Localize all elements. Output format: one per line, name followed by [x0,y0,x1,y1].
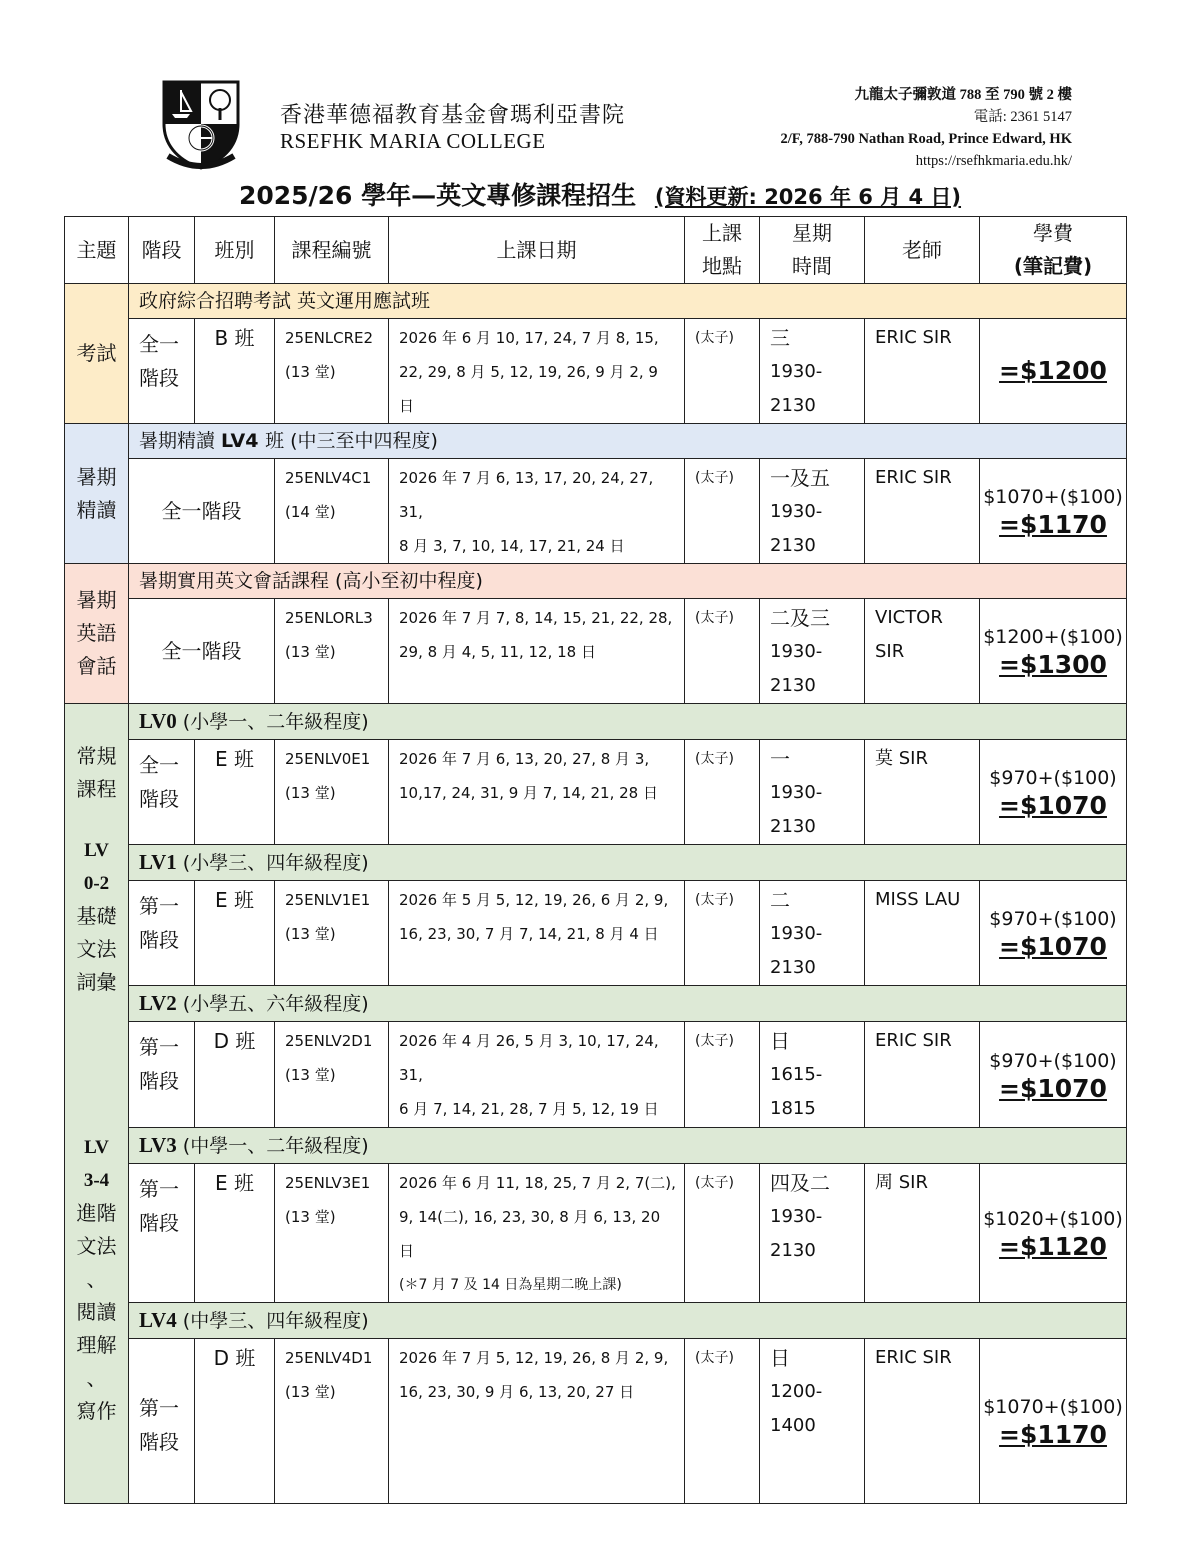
teacher-cell: ERIC SIR [865,1022,980,1128]
section-header-row [65,1128,1127,1164]
fee-cell: $1070+($100) =$1170 [980,459,1127,564]
dates-cell: 2026 年 6 月 11, 18, 25, 7 月 2, 7(二), 9, 14(二), 16, 23, 30, 8 月 6, 13, 20 日 (＊7 月 7 及 14 日為星期二晚上課) [389,1164,685,1303]
class-cell: E 班 [195,1164,275,1303]
stage-cell: 第一 階段 [129,1022,195,1128]
class-cell: D 班 [195,1339,275,1504]
section-header-row [65,704,1127,740]
teacher-cell: ERIC SIR [865,459,980,564]
code-cell: 25ENLV0E1 (13 堂) [275,740,389,845]
dates-cell: 2026 年 7 月 7, 8, 14, 15, 21, 22, 28, 29, 8 月 4, 5, 11, 12, 18 日 [389,599,685,704]
stage-cell: 全一 階段 [129,319,195,424]
section-title: LV3 (中學一、二年級程度) [129,1128,1127,1164]
fee-cell: $970+($100) =$1070 [980,881,1127,986]
section-header-row [65,845,1127,881]
dates-cell: 2026 年 4 月 26, 5 月 3, 10, 17, 24, 31, 6 月 7, 14, 21, 28, 7 月 5, 12, 19 日 [389,1022,685,1128]
place-cell: (太子) [685,1022,760,1128]
fee-cell: $970+($100) =$1070 [980,1022,1127,1128]
website-link[interactable]: https://rsefhkmaria.edu.hk/ [915,153,1072,169]
col-class: 班別 [195,217,275,284]
section-title: 政府綜合招聘考試 英文運用應試班 [129,284,1127,319]
table-row [65,1022,1127,1128]
section-title: 暑期實用英文會話課程 (高小至初中程度) [129,564,1127,599]
topic-regular: 常規 課程 LV 0-2 基礎 文法 詞彙 LV 3-4 進階 文法 、 閱讀 理解 、 寫作 [65,704,129,1504]
class-cell: E 班 [195,881,275,986]
table-row [65,1339,1127,1504]
class-cell: D 班 [195,1022,275,1128]
col-stage: 階段 [129,217,195,284]
code-cell: 25ENLV1E1 (13 堂) [275,881,389,986]
day-time-cell: 二 1930- 2130 [760,881,865,986]
stage-cell: 第一 階段 [129,881,195,986]
section-title: LV2 (小學五、六年級程度) [129,986,1127,1022]
phone: 電話: 2361 5147 [973,109,1072,125]
fee-cell: $970+($100) =$1070 [980,740,1127,845]
title-updated: (資料更新: 2026 年 6 月 4 日) [654,185,962,209]
day-time-cell: 日 1200- 1400 [760,1339,865,1504]
day-time-cell: 二及三 1930- 2130 [760,599,865,704]
section-header-row [65,986,1127,1022]
school-crest-icon [160,78,242,170]
address-zh: 九龍太子彌敦道 788 至 790 號 2 樓 [854,87,1072,103]
school-name-en: RSEFHK MARIA COLLEGE [280,129,546,153]
code-cell: 25ENLCRE2 (13 堂) [275,319,389,424]
table-row [65,1164,1127,1303]
table-row [65,740,1127,845]
course-table [64,216,1127,1504]
col-dates: 上課日期 [389,217,685,284]
fee-cell: $1070+($100) =$1170 [980,1339,1127,1504]
col-topic: 主題 [65,217,129,284]
teacher-cell: VICTOR SIR [865,599,980,704]
place-cell: (太子) [685,881,760,986]
dates-cell: 2026 年 7 月 6, 13, 17, 20, 24, 27, 31, 8 月 3, 7, 10, 14, 17, 21, 24 日 [389,459,685,564]
fee-cell: =$1200 [980,319,1127,424]
dates-cell: 2026 年 7 月 6, 13, 20, 27, 8 月 3, 10,17, 24, 31, 9 月 7, 14, 21, 28 日 [389,740,685,845]
teacher-cell: MISS LAU [865,881,980,986]
contact-block [781,84,1073,172]
dates-cell: 2026 年 7 月 5, 12, 19, 26, 8 月 2, 9, 16, 23, 30, 9 月 6, 13, 20, 27 日 [389,1339,685,1504]
topic-summer-reading: 暑期 精讀 [65,424,129,564]
teacher-cell: 周 SIR [865,1164,980,1303]
place-cell: (太子) [685,1339,760,1504]
day-time-cell: 日 1615- 1815 [760,1022,865,1128]
fee-cell: $1020+($100) =$1120 [980,1164,1127,1303]
stage-cell: 全一階段 [129,599,275,704]
section-header-row [65,284,1127,319]
section-header-row [65,564,1127,599]
school-name-zh: 香港華德福教育基金會瑪利亞書院 [280,103,626,128]
table-row [65,881,1127,986]
table-row [65,599,1127,704]
page-title [0,176,1200,212]
day-time-cell: 三 1930- 2130 [760,319,865,424]
col-place: 上課 地點 [685,217,760,284]
place-cell: (太子) [685,740,760,845]
title-main: 2025/26 學年—英文專修課程招生 [238,181,637,210]
class-cell: B 班 [195,319,275,424]
section-title: LV4 (中學三、四年級程度) [129,1303,1127,1339]
address-en: 2/F, 788-790 Nathan Road, Prince Edward, HK [780,131,1072,147]
section-title: 暑期精讀 LV4 班 (中三至中四程度) [129,424,1127,459]
stage-cell: 第一 階段 [129,1339,195,1504]
section-title: LV0 (小學一、二年級程度) [129,704,1127,740]
code-cell: 25ENLV2D1 (13 堂) [275,1022,389,1128]
place-cell: (太子) [685,319,760,424]
table-header-row [65,217,1127,284]
section-header-row [65,1303,1127,1339]
dates-cell: 2026 年 6 月 10, 17, 24, 7 月 8, 15, 22, 29, 8 月 5, 12, 19, 26, 9 月 2, 9 日 [389,319,685,424]
topic-exam: 考試 [65,284,129,424]
place-cell: (太子) [685,599,760,704]
place-cell: (太子) [685,459,760,564]
place-cell: (太子) [685,1164,760,1303]
day-time-cell: 一及五 1930- 2130 [760,459,865,564]
col-code: 課程編號 [275,217,389,284]
table-row [65,459,1127,564]
code-cell: 25ENLV4C1 (14 堂) [275,459,389,564]
teacher-cell: ERIC SIR [865,319,980,424]
stage-cell: 第一 階段 [129,1164,195,1303]
col-day: 星期 時間 [760,217,865,284]
col-teacher: 老師 [865,217,980,284]
dates-cell: 2026 年 5 月 5, 12, 19, 26, 6 月 2, 9, 16, 23, 30, 7 月 7, 14, 21, 8 月 4 日 [389,881,685,986]
code-cell: 25ENLV3E1 (13 堂) [275,1164,389,1303]
code-cell: 25ENLORL3 (13 堂) [275,599,389,704]
stage-cell: 全一 階段 [129,740,195,845]
class-cell: E 班 [195,740,275,845]
table-row [65,319,1127,424]
section-header-row [65,424,1127,459]
day-time-cell: 四及二 1930- 2130 [760,1164,865,1303]
code-cell: 25ENLV4D1 (13 堂) [275,1339,389,1504]
col-fee: 學費 (筆記費) [980,217,1127,284]
day-time-cell: 一 1930- 2130 [760,740,865,845]
section-title: LV1 (小學三、四年級程度) [129,845,1127,881]
topic-summer-conversation: 暑期 英語 會話 [65,564,129,704]
teacher-cell: ERIC SIR [865,1339,980,1504]
teacher-cell: 莫 SIR [865,740,980,845]
fee-cell: $1200+($100) =$1300 [980,599,1127,704]
stage-cell: 全一階段 [129,459,275,564]
